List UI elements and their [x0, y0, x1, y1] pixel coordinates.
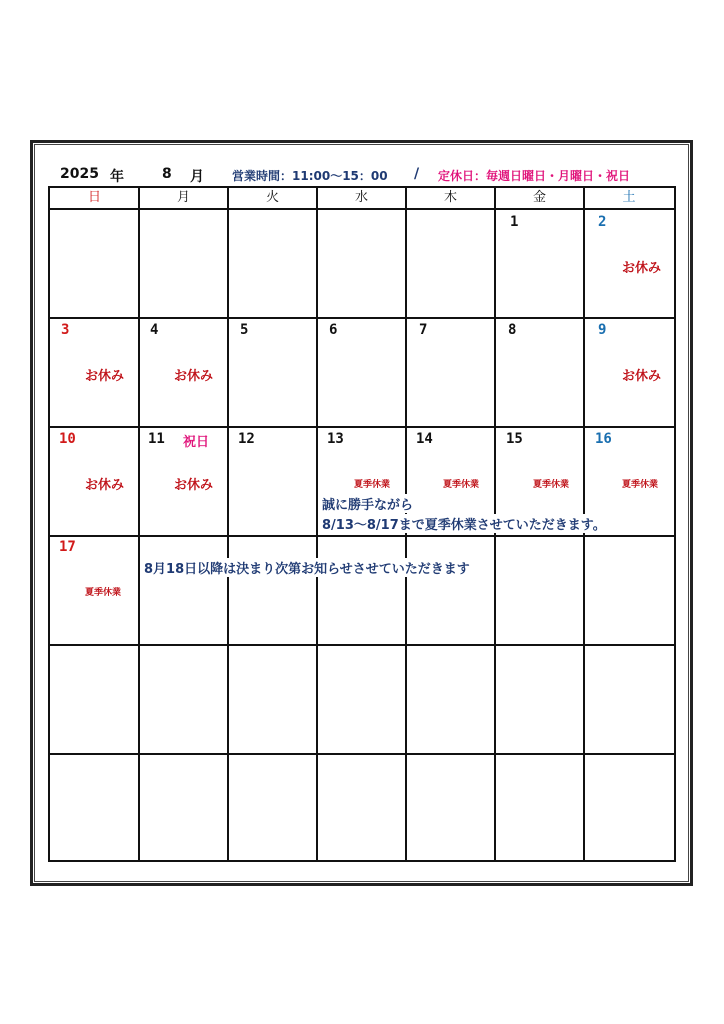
day-12: 12: [238, 431, 255, 447]
day-7: 7: [419, 322, 428, 338]
closed-label: お休み: [174, 478, 214, 493]
holiday-tag: 祝日: [183, 435, 210, 450]
header-month: 8: [162, 166, 172, 182]
weekday-fri: 金: [532, 190, 546, 205]
summer-break-label: 夏季休業: [443, 480, 480, 490]
business-hours: 営業時間：11:00〜15：00: [232, 169, 388, 183]
grid-line: [227, 188, 229, 860]
day-1: 1: [510, 214, 519, 230]
grid-line: [138, 188, 140, 860]
grid-line: [50, 535, 674, 537]
day-10: 10: [59, 431, 76, 447]
weekday-thu: 木: [443, 190, 457, 205]
day-15: 15: [506, 431, 523, 447]
grid-line: [50, 317, 674, 319]
calendar-header: [48, 164, 676, 186]
day-6: 6: [329, 322, 338, 338]
weekday-tue: 火: [265, 190, 279, 205]
header-separator: /: [414, 166, 420, 182]
calendar-grid: [48, 186, 676, 862]
day-16: 16: [595, 431, 612, 447]
weekday-wed: 水: [354, 190, 368, 205]
day-9: 9: [598, 322, 607, 338]
header-year-unit: 年: [110, 169, 124, 185]
summer-break-label: 夏季休業: [622, 480, 659, 490]
weekday-sat: 土: [622, 190, 636, 205]
grid-line: [50, 426, 674, 428]
grid-line: [50, 753, 674, 755]
day-11: 11: [148, 431, 165, 447]
header-month-unit: 月: [190, 169, 204, 185]
weekday-row: [50, 188, 674, 210]
day-5: 5: [240, 322, 249, 338]
apology-line-1: 誠に勝手ながら: [320, 494, 415, 513]
apology-line-2: 8/13〜8/17まで夏季休業させていただきます。: [320, 514, 608, 533]
future-notice: 8月18日以降は決まり次第お知らせさせていただきます: [142, 558, 472, 577]
grid-line: [316, 188, 318, 860]
grid-line: [50, 644, 674, 646]
day-2: 2: [598, 214, 607, 230]
day-13: 13: [327, 431, 344, 447]
closed-label: お休み: [622, 261, 662, 276]
summer-break-label: 夏季休業: [354, 480, 391, 490]
closed-label: お休み: [85, 369, 125, 384]
weekday-sun: 日: [87, 190, 101, 205]
summer-break-label: 夏季休業: [85, 588, 122, 598]
day-3: 3: [61, 322, 70, 338]
header-year: 2025: [60, 166, 99, 182]
summer-break-label: 夏季休業: [533, 480, 570, 490]
day-17: 17: [59, 539, 76, 555]
day-4: 4: [150, 322, 159, 338]
regular-closed-days: 定休日：毎週日曜日・月曜日・祝日: [438, 169, 631, 183]
closed-label: お休み: [622, 369, 662, 384]
weekday-mon: 月: [176, 190, 190, 205]
closed-label: お休み: [174, 369, 214, 384]
closed-label: お休み: [85, 478, 125, 493]
day-14: 14: [416, 431, 433, 447]
day-8: 8: [508, 322, 517, 338]
